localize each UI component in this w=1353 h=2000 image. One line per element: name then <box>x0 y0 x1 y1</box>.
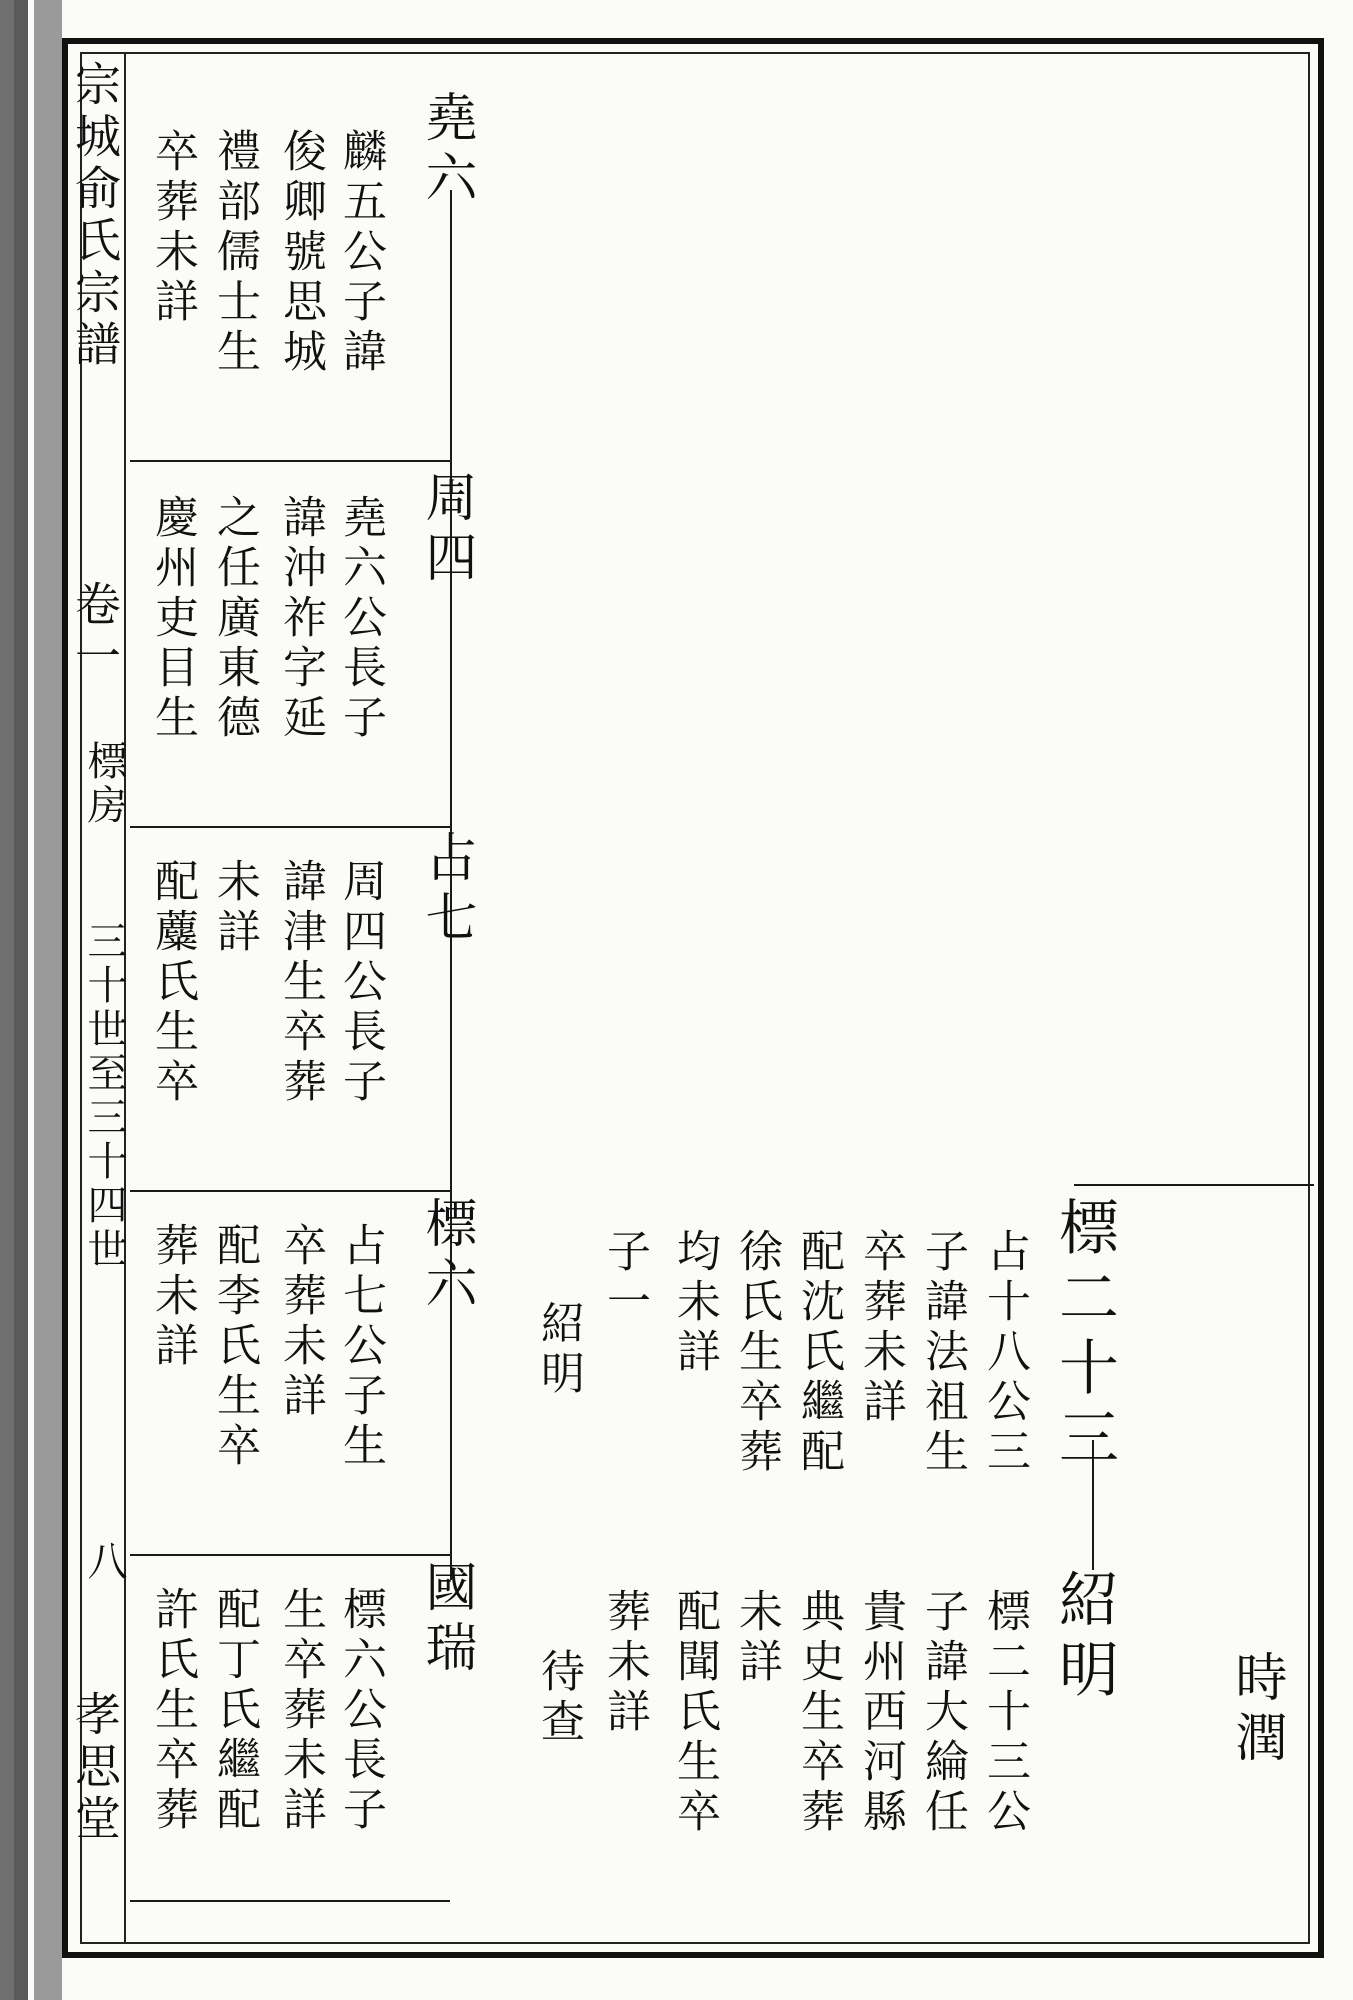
bio-6-line-7: 子一 <box>599 1228 650 1328</box>
bio-6-line-1: 占十八公三 <box>979 1228 1030 1478</box>
bio-5-line-2: 生卒葬未詳 <box>275 1586 326 1836</box>
book-spine <box>34 0 62 2000</box>
branch-label: 標房 <box>81 740 127 828</box>
bio-3-line-4: 配蘪氏生卒 <box>147 858 198 1108</box>
bio-6-line-6: 均未詳 <box>669 1228 720 1378</box>
bio-2-line-2: 諱沖祚字延 <box>275 494 326 744</box>
bio-2-line-4: 慶州吏目生 <box>147 494 198 744</box>
genealogy-page <box>14 0 1353 2000</box>
bio-5-line-4: 許氏生卒葬 <box>147 1586 198 1836</box>
book-title: 宗城俞氏宗譜 <box>68 60 122 372</box>
bio-6-line-4: 配沈氏繼配 <box>793 1228 844 1478</box>
person-name-5: 國瑞 <box>416 1560 476 1680</box>
divider-1 <box>130 460 450 462</box>
person-name-3: 占七 <box>416 830 476 950</box>
bio-6-child: 紹明 <box>533 1300 584 1400</box>
bio-3-line-2: 諱津生卒葬 <box>275 858 326 1108</box>
divider-3 <box>130 1190 450 1192</box>
bio-4-line-2: 卒葬未詳 <box>275 1222 326 1422</box>
bio-1-line-2: 俊卿號思城 <box>275 128 326 378</box>
bio-6-line-3: 卒葬未詳 <box>855 1228 906 1428</box>
person-name-6: 標二十三 <box>1049 1196 1119 1476</box>
bio-7-line-8: 待查 <box>533 1648 584 1748</box>
divider-5 <box>130 1900 450 1902</box>
bio-4-line-1: 占七公子生 <box>335 1222 386 1472</box>
bio-5-line-3: 配丁氏繼配 <box>209 1586 260 1836</box>
volume-label: 卷一 <box>68 580 122 684</box>
bio-7-line-2: 子諱大綸任 <box>917 1588 968 1838</box>
bio-1-line-1: 麟五公子諱 <box>335 128 386 378</box>
person-name-8: 時潤 <box>1226 1650 1286 1770</box>
bio-4-line-4: 葬未詳 <box>147 1222 198 1372</box>
bio-6-line-5: 徐氏生卒葬 <box>731 1228 782 1478</box>
bio-3-line-1: 周四公長子 <box>335 858 386 1108</box>
bio-7-line-7: 葬未詳 <box>599 1588 650 1738</box>
bio-3-line-3: 未詳 <box>209 858 260 958</box>
person-name-2: 周四 <box>416 470 476 590</box>
bio-1-line-4: 卒葬未詳 <box>147 128 198 328</box>
bio-7-line-5: 未詳 <box>731 1588 782 1688</box>
bio-2-line-1: 堯六公長子 <box>335 494 386 744</box>
page-number: 八 <box>81 1540 127 1584</box>
bio-1-line-3: 禮部儒士生 <box>209 128 260 378</box>
generation-range: 三十世至三十四世 <box>81 920 127 1272</box>
divider-4 <box>130 1554 450 1556</box>
person-name-1: 堯六 <box>416 90 476 210</box>
person-name-7: 紹明 <box>1049 1568 1119 1708</box>
bio-7-line-6: 配聞氏生卒 <box>669 1588 720 1838</box>
scan-dark-edge <box>14 0 28 2000</box>
bio-2-line-3: 之任廣東德 <box>209 494 260 744</box>
branch-right-rule <box>1074 1184 1314 1186</box>
bio-7-line-3: 貴州西河縣 <box>855 1588 906 1838</box>
bio-5-line-1: 標六公長子 <box>335 1586 386 1836</box>
bio-7-line-1: 標二十三公 <box>979 1588 1030 1838</box>
bio-6-line-2: 子諱法祖生 <box>917 1228 968 1478</box>
bio-4-line-3: 配李氏生卒 <box>209 1222 260 1472</box>
divider-2 <box>130 826 450 828</box>
person-name-4: 標六 <box>416 1196 476 1316</box>
hall-name: 孝思堂 <box>68 1690 122 1846</box>
bio-7-line-4: 典史生卒葬 <box>793 1588 844 1838</box>
